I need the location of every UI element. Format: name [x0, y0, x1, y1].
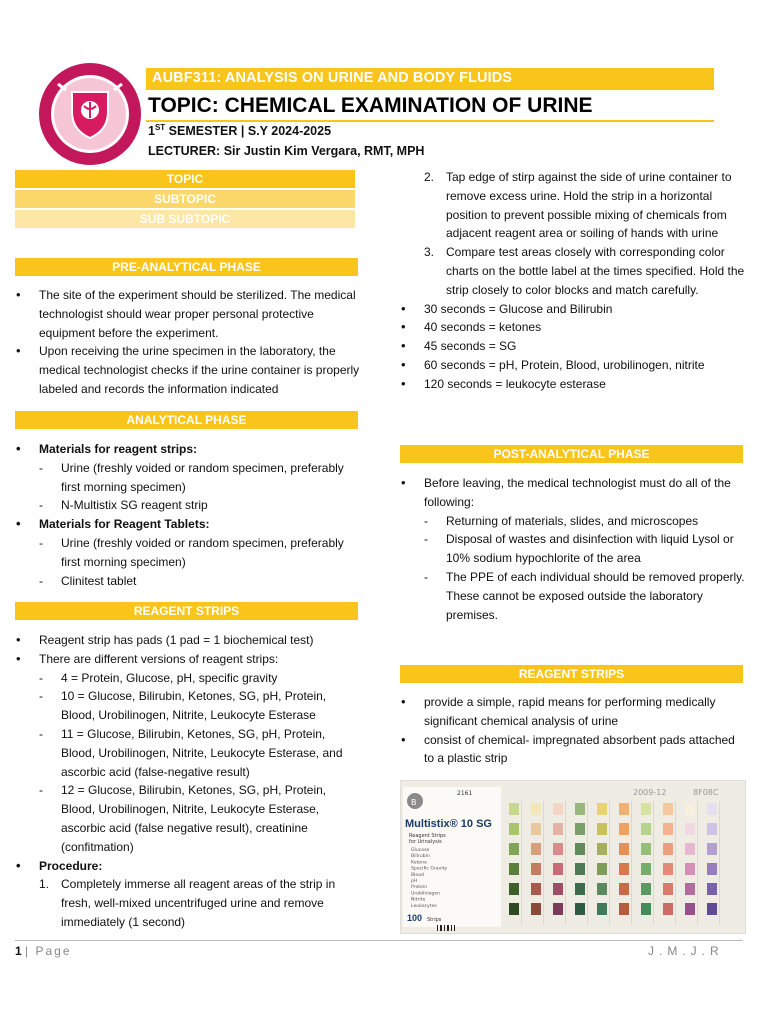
section-header-reagent-strips: REAGENT STRIPS [15, 602, 358, 620]
color-swatch [641, 803, 651, 815]
color-swatch [707, 823, 717, 835]
column-divider [587, 801, 588, 925]
color-swatch [553, 843, 563, 855]
color-swatch [619, 883, 629, 895]
list-item: • consist of chemical- impregnated absorbent pads attached to a plastic strip [400, 731, 745, 769]
list-item: • 30 seconds = Glucose and Bilirubin [400, 300, 745, 319]
color-swatch [707, 843, 717, 855]
procedure-continued-list [400, 168, 745, 394]
strip-count-unit: Strips [427, 917, 442, 923]
legend-sub-subtopic: SUB SUBTOPIC [15, 210, 355, 228]
strip-count: 100 [407, 913, 423, 923]
list-item: • 45 seconds = SG [400, 337, 745, 356]
color-swatch [663, 843, 673, 855]
lot-number: 8F08C [693, 788, 719, 797]
color-swatch [553, 863, 563, 875]
list-item: - 10 = Glucose, Bilirubin, Ketones, SG, pH, Protein, Blood, Urobilinogen, Nitrite, Leukocyte Esterase [15, 687, 360, 725]
list-item: 3. Compare test areas closely with corresponding color charts on the bottle label at the times specified. Hold the strip closely to color blocks and match carefully. [424, 245, 745, 297]
legend-topic: TOPIC [15, 170, 355, 188]
color-swatch [575, 843, 585, 855]
topic-title: TOPIC: CHEMICAL EXAMINATION OF URINE [148, 94, 593, 117]
color-swatch [553, 883, 563, 895]
color-swatch [685, 883, 695, 895]
topic-underline [146, 120, 714, 122]
color-swatch [619, 823, 629, 835]
column-divider [565, 801, 566, 925]
color-swatch [707, 903, 717, 915]
list-item: 2. Tap edge of stirp against the side of urine container to remove excess urine. Hold the strip in a horizontal position to prevent possible mixing of chemicals from adjacent reagent area or soiling of hands with urine [424, 170, 732, 241]
color-swatch [619, 903, 629, 915]
list-item: - Clinitest tablet [15, 572, 360, 591]
legend-subtopic: SUBTOPIC [15, 190, 355, 208]
page-number: 1 | Page [15, 944, 72, 958]
column-divider [675, 801, 676, 925]
color-swatch [597, 863, 607, 875]
color-swatch [553, 803, 563, 815]
color-swatch [509, 823, 519, 835]
brand-subtitle-1: Reagent Strips [409, 833, 446, 839]
color-swatch [509, 863, 519, 875]
color-swatch [531, 883, 541, 895]
color-swatch [707, 863, 717, 875]
color-swatch [531, 843, 541, 855]
color-swatch [685, 903, 695, 915]
column-divider [719, 801, 720, 925]
color-swatch [531, 903, 541, 915]
list-item: - 4 = Protein, Glucose, pH, specific gravity [15, 669, 360, 688]
color-swatch [597, 823, 607, 835]
color-swatch [509, 843, 519, 855]
list-item: • Upon receiving the urine specimen in the laboratory, the medical technologist checks if the urine container is properly labeled and records the information indicated [15, 342, 360, 398]
reagent-strips-list [15, 631, 360, 932]
color-swatch [641, 823, 651, 835]
color-swatch [663, 903, 673, 915]
list-item: - Urine (freshly voided or random specimen, preferably first morning specimen) [15, 459, 360, 497]
color-swatch [575, 803, 585, 815]
section-header-analytical: ANALYTICAL PHASE [15, 411, 358, 429]
color-swatch [685, 843, 695, 855]
column-divider [653, 801, 654, 925]
list-item: • Reagent strip has pads (1 pad = 1 biochemical test) [15, 631, 360, 650]
lecturer-line: LECTURER: Sir Justin Kim Vergara, RMT, MPH [148, 144, 425, 158]
column-divider [609, 801, 610, 925]
color-swatch [707, 883, 717, 895]
color-swatch [619, 843, 629, 855]
list-item: • Procedure: [15, 857, 360, 876]
analyte-label: Bilirubin [411, 854, 430, 860]
brand-name: Multistix® 10 SG [405, 818, 492, 830]
list-item: - N-Multistix SG reagent strip [15, 496, 360, 515]
analyte-label: Leukocytes [411, 903, 437, 909]
analyte-label: Urobilinogen [411, 891, 441, 897]
svg-text:B: B [411, 798, 417, 807]
product-code: 2161 [457, 790, 473, 797]
reagent-strips-description-list [400, 693, 745, 768]
pre-analytical-list [15, 286, 360, 399]
color-swatch [597, 803, 607, 815]
color-swatch [509, 883, 519, 895]
color-swatch [531, 803, 541, 815]
analyte-label: Protein [411, 885, 428, 891]
color-swatch [597, 843, 607, 855]
color-swatch [553, 903, 563, 915]
color-swatch [663, 883, 673, 895]
list-item: - Urine (freshly voided or random specimen, preferably first morning specimen) [15, 534, 360, 572]
analyte-label: Ketone [411, 860, 427, 866]
color-swatch [641, 883, 651, 895]
color-swatch [575, 903, 585, 915]
list-item: - Disposal of wastes and disinfection with liquid Lysol or 10% sodium hypochlorite of the area [400, 530, 745, 568]
list-item: - 11 = Glucose, Bilirubin, Ketones, SG, pH, Protein, Blood, Urobilinogen, Nitrite, Leukocyte Esterase, and ascorbic acid (false-negative result) [15, 725, 360, 781]
section-header-pre-analytical: PRE-ANALYTICAL PHASE [15, 258, 358, 276]
list-item: - 12 = Glucose, Bilirubin, Ketones, SG, pH, Protein, Blood, Urobilinogen, Nitrite, Leukocyte Esterase, ascorbic acid (false negative result), creatinine (confitmation) [15, 781, 360, 856]
color-swatch [707, 803, 717, 815]
list-item: - The PPE of each individual should be removed properly. These cannot be exposed outside the laboratory premises. [400, 568, 745, 624]
analyte-label: Glucose [411, 848, 430, 853]
section-header-reagent-strips-2: REAGENT STRIPS [400, 665, 743, 683]
column-divider [631, 801, 632, 925]
color-swatch [597, 883, 607, 895]
color-swatch [663, 823, 673, 835]
list-item: 1. Completely immerse all reagent areas of the strip in fresh, well-mixed uncentrifuged urine and remove immediately (1 second) [39, 877, 336, 929]
analyte-label: pH [411, 879, 418, 884]
section-header-post-analytical: POST-ANALYTICAL PHASE [400, 445, 743, 463]
brand-subtitle-2: for Urinalysis [409, 839, 442, 845]
color-swatch [575, 863, 585, 875]
color-swatch [553, 823, 563, 835]
color-swatch [663, 803, 673, 815]
list-item: • 60 seconds = pH, Protein, Blood, urobilinogen, nitrite [400, 356, 745, 375]
analytical-list [15, 440, 360, 590]
column-divider [521, 801, 522, 925]
color-swatch [685, 803, 695, 815]
multistix-label-image [400, 780, 746, 934]
color-swatch [641, 843, 651, 855]
color-swatch [575, 883, 585, 895]
list-item: • Materials for reagent strips: [15, 440, 360, 459]
footer-initials: J.M.J.R [648, 944, 724, 958]
university-seal-logo [38, 62, 142, 166]
color-swatch [509, 803, 519, 815]
color-swatch [641, 863, 651, 875]
list-item: • 40 seconds = ketones [400, 318, 745, 337]
course-title: AUBF311: ANALYSIS ON URINE AND BODY FLUIDS [152, 70, 513, 86]
color-swatch [619, 863, 629, 875]
color-swatch [663, 863, 673, 875]
analyte-label: Nitrite [411, 897, 426, 903]
color-swatch [685, 863, 695, 875]
color-swatch [531, 863, 541, 875]
list-item: • There are different versions of reagent strips: [15, 650, 360, 669]
color-swatch [619, 803, 629, 815]
color-swatch [575, 823, 585, 835]
color-swatch [597, 903, 607, 915]
list-item: • Before leaving, the medical technologist must do all of the following: [400, 474, 745, 512]
color-swatch [641, 903, 651, 915]
list-item: • provide a simple, rapid means for performing medically significant chemical analysis of urine [400, 693, 745, 731]
post-analytical-list [400, 474, 745, 624]
expiry-date: 2009-12 [633, 788, 667, 797]
list-item: - Returning of materials, slides, and microscopes [400, 512, 745, 531]
footer-rule [15, 940, 743, 941]
column-divider [543, 801, 544, 925]
color-swatch [509, 903, 519, 915]
color-swatch [685, 823, 695, 835]
analyte-label: Specific Gravity [411, 866, 448, 872]
list-item: • 120 seconds = leukocyte esterase [400, 375, 745, 394]
color-swatch [531, 823, 541, 835]
analyte-label: Blood [411, 872, 424, 878]
column-divider [697, 801, 698, 925]
semester-line: 1ST SEMESTER | S.Y 2024-2025 [148, 123, 332, 139]
list-item: • Materials for Reagent Tablets: [15, 515, 360, 534]
list-item: • The site of the experiment should be sterilized. The medical technologist should wear proper personal protective equipment before the experiment. [15, 286, 360, 342]
